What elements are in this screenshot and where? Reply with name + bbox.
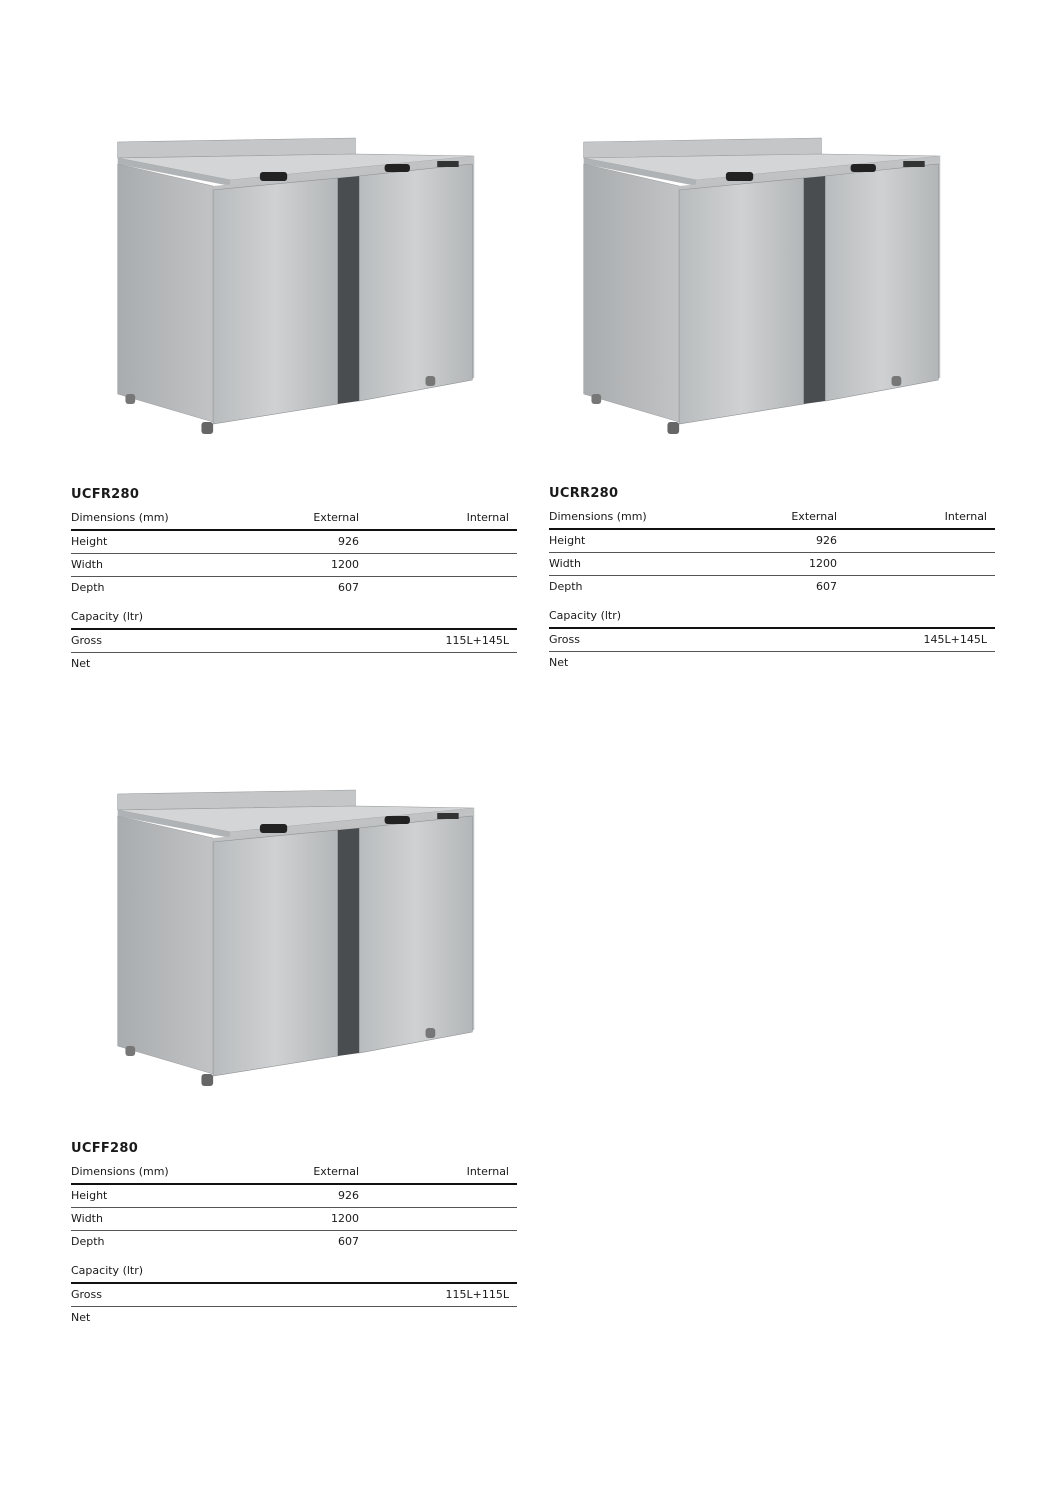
row-label: Net — [71, 657, 91, 670]
row-label: Gross — [71, 1288, 102, 1301]
table-row-net — [549, 652, 995, 674]
width-external-value: 1200 — [331, 558, 359, 571]
gross-internal-value: 145L+145L — [923, 633, 987, 646]
model-title: UCFF280 — [71, 1141, 139, 1156]
row-label: Net — [71, 1311, 91, 1324]
table-row-gross — [71, 630, 517, 653]
table-row-depth — [549, 576, 995, 598]
product-image-ucff280 — [104, 780, 484, 1090]
row-label: Gross — [71, 634, 102, 647]
table-header-row — [549, 506, 995, 530]
width-external-value: 1200 — [331, 1212, 359, 1225]
model-title: UCFR280 — [71, 487, 140, 502]
capacity-header-row — [71, 606, 517, 630]
table-row-width — [71, 1208, 517, 1231]
row-label: Depth — [549, 580, 583, 593]
spec-table — [549, 506, 995, 674]
spec-table — [71, 1161, 517, 1329]
table-header-row — [71, 1161, 517, 1185]
dimensions-label: Dimensions (mm) — [71, 511, 169, 524]
depth-external-value: 607 — [338, 1235, 359, 1248]
internal-label: Internal — [466, 511, 509, 524]
table-row-depth — [71, 1231, 517, 1253]
row-label: Height — [71, 1189, 108, 1202]
row-label: Net — [549, 656, 569, 669]
capacity-label: Capacity (ltr) — [71, 1264, 144, 1277]
row-label: Width — [71, 1212, 103, 1225]
table-row-depth — [71, 577, 517, 599]
table-row-height — [71, 531, 517, 554]
gross-internal-value: 115L+145L — [445, 634, 509, 647]
height-external-value: 926 — [338, 1189, 359, 1202]
spec-table — [71, 507, 517, 675]
table-row-net — [71, 1307, 517, 1329]
external-label: External — [313, 511, 359, 524]
table-row-width — [549, 553, 995, 576]
row-label: Depth — [71, 581, 105, 594]
height-external-value: 926 — [338, 535, 359, 548]
dimensions-label: Dimensions (mm) — [549, 510, 647, 523]
capacity-header-row — [71, 1260, 517, 1284]
product-image-ucfr280 — [104, 128, 484, 438]
table-row-gross — [71, 1284, 517, 1307]
gross-internal-value: 115L+115L — [445, 1288, 509, 1301]
model-title: UCRR280 — [549, 486, 619, 501]
table-header-row — [71, 507, 517, 531]
row-label: Depth — [71, 1235, 105, 1248]
table-row-gross — [549, 629, 995, 652]
internal-label: Internal — [466, 1165, 509, 1178]
width-external-value: 1200 — [809, 557, 837, 570]
depth-external-value: 607 — [338, 581, 359, 594]
row-label: Height — [71, 535, 108, 548]
external-label: External — [791, 510, 837, 523]
row-label: Width — [549, 557, 581, 570]
height-external-value: 926 — [816, 534, 837, 547]
depth-external-value: 607 — [816, 580, 837, 593]
table-row-height — [549, 530, 995, 553]
capacity-label: Capacity (ltr) — [549, 609, 622, 622]
table-row-net — [71, 653, 517, 675]
capacity-header-row — [549, 605, 995, 629]
internal-label: Internal — [944, 510, 987, 523]
dimensions-label: Dimensions (mm) — [71, 1165, 169, 1178]
table-row-width — [71, 554, 517, 577]
row-label: Width — [71, 558, 103, 571]
external-label: External — [313, 1165, 359, 1178]
capacity-label: Capacity (ltr) — [71, 610, 144, 623]
row-label: Gross — [549, 633, 580, 646]
product-image-ucrr280 — [570, 128, 950, 438]
table-row-height — [71, 1185, 517, 1208]
row-label: Height — [549, 534, 586, 547]
